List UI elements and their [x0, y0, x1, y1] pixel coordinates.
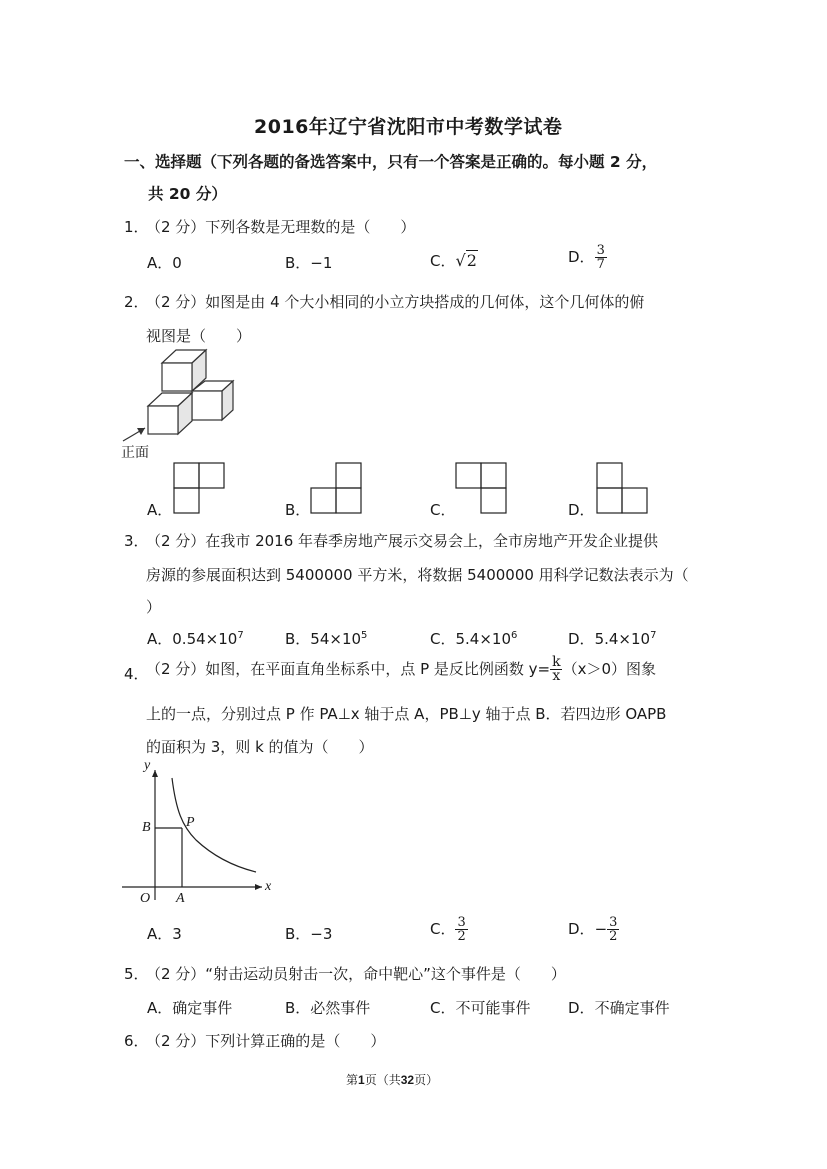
- question-3-text-line3: ）: [146, 598, 162, 616]
- q5-option-d[interactable]: D．不确定事件: [568, 999, 670, 1017]
- q1-option-b[interactable]: B．−1: [285, 254, 333, 272]
- function-fraction: $\frac{k}{x}$: [552, 654, 561, 684]
- question-4-text-line1: （2 分）如图，在平面直角坐标系中，点 P 是反比例函数 y= $\frac{k}{x}$ （x＞0）图象: [146, 654, 657, 684]
- question-3-text-line1: （2 分）在我市 2016 年春季房地产展示交易会上，全市房地产开发企业提供: [146, 532, 659, 550]
- page-footer: 第1页（共32页）: [346, 1073, 439, 1087]
- q1-option-d[interactable]: D． $\frac{3}{7}$: [568, 243, 605, 272]
- q1-option-c[interactable]: C．√2: [430, 251, 477, 270]
- q2-option-a[interactable]: A．: [147, 501, 173, 519]
- q3-option-d[interactable]: D．$5.4\times 10^7$: [568, 630, 657, 648]
- point-p-label: P: [186, 815, 195, 830]
- q3-option-a[interactable]: A．$0.54\times 10^7$: [147, 630, 244, 648]
- q5-option-b[interactable]: B．必然事件: [285, 999, 371, 1017]
- question-1-text: （2 分）下列各数是无理数的是（ ）: [146, 218, 416, 236]
- origin-label: O: [140, 891, 151, 906]
- question-2-text-line2: 视图是（ ）: [146, 327, 252, 345]
- q4-option-a[interactable]: A．3: [147, 925, 182, 943]
- x-axis-label: x: [265, 879, 272, 894]
- q4-option-d[interactable]: D．− $\frac{3}{2}$: [568, 915, 618, 944]
- q4-option-b[interactable]: B．−3: [285, 925, 333, 943]
- q2-option-b[interactable]: B．: [285, 501, 311, 519]
- question-3-text-line2: 房源的参展面积达到 5400000 平方米，将数据 5400000 用科学记数法表示为（: [146, 566, 689, 584]
- front-view-label: 正面: [121, 445, 149, 461]
- q2-option-d[interactable]: D．: [568, 501, 595, 519]
- q1-option-a[interactable]: A．0: [147, 254, 182, 272]
- q3-option-c[interactable]: C．$5.4\times 10^6$: [430, 630, 518, 648]
- point-a-label: A: [176, 891, 185, 906]
- question-6-number: 6．: [124, 1032, 149, 1050]
- question-6-text: （2 分）下列计算正确的是（ ）: [146, 1032, 386, 1050]
- q3-option-b[interactable]: B．$54\times 10^5$: [285, 630, 368, 648]
- q5-option-a[interactable]: A．确定事件: [147, 999, 233, 1017]
- sqrt-expression: √2: [455, 251, 477, 270]
- fraction: $\frac{3}{2}$: [609, 915, 618, 944]
- question-5-number: 5．: [124, 965, 149, 983]
- question-3-number: 3．: [124, 532, 149, 550]
- question-2-number: 2．: [124, 293, 149, 311]
- fraction: $\frac{3}{2}$: [457, 915, 466, 944]
- page-title: 2016年辽宁省沈阳市中考数学试卷: [254, 116, 563, 138]
- section-heading-line2: 共 20 分）: [148, 185, 227, 203]
- question-5-text: （2 分）“射击运动员射击一次，命中靶心”这个事件是（ ）: [146, 965, 566, 983]
- fraction: $\frac{3}{7}$: [596, 243, 605, 272]
- question-2-text-line1: （2 分）如图是由 4 个大小相同的小立方块搭成的几何体，这个几何体的俯: [146, 293, 645, 311]
- q4-option-c[interactable]: C． $\frac{3}{2}$: [430, 915, 466, 944]
- question-1-number: 1．: [124, 218, 149, 236]
- q2-option-c[interactable]: C．: [430, 501, 456, 519]
- section-heading-line1: 一、选择题（下列各题的备选答案中，只有一个答案是正确的。每小题 2 分，: [124, 153, 658, 171]
- point-b-label: B: [142, 820, 151, 835]
- question-4-text-line2: 上的一点，分别过点 P 作 PA⊥x 轴于点 A，PB⊥y 轴于点 B．若四边形 OAPB: [146, 705, 667, 723]
- y-axis-label: y: [144, 758, 151, 773]
- question-4-text-line3: 的面积为 3，则 k 的值为（ ）: [146, 738, 374, 756]
- q5-option-c[interactable]: C．不可能事件: [430, 999, 531, 1017]
- question-4-number: 4．: [124, 665, 149, 683]
